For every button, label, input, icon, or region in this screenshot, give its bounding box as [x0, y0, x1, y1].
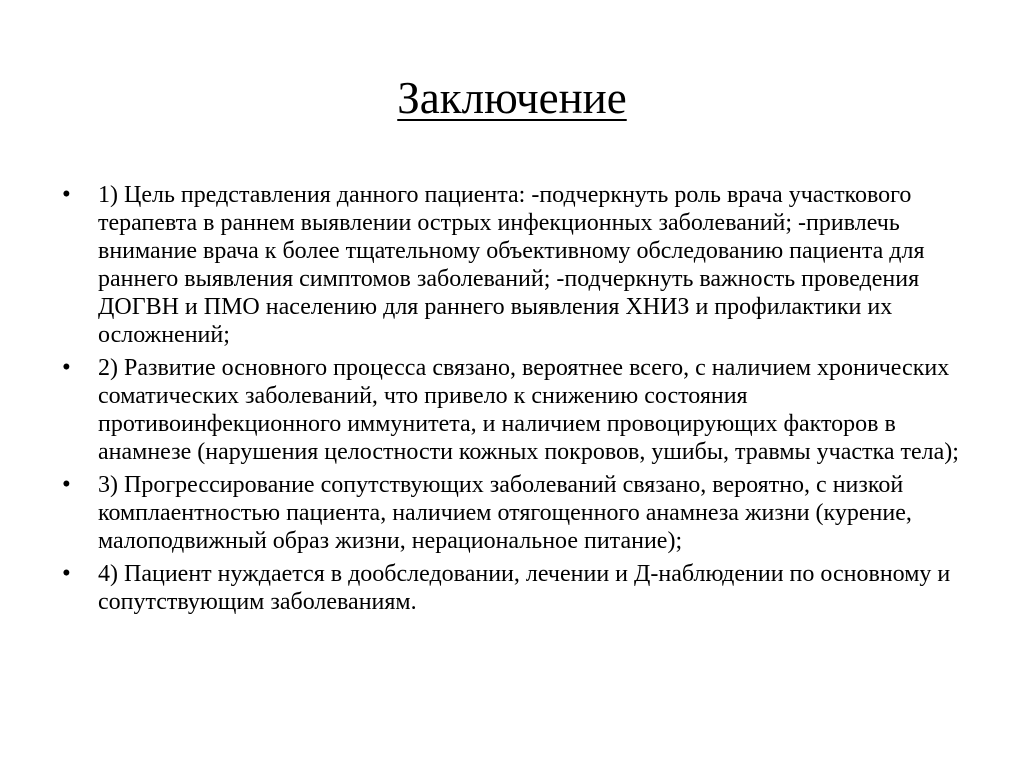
slide-title-text: Заключение	[397, 73, 627, 123]
bullet-icon: •	[62, 471, 71, 498]
bullet-text-2: 2) Развитие основного процесса связано, вероятнее всего, с наличием хронических соматических заболеваний, что привело к снижению состояния противоинфекционного иммунитета, и наличием провоцирующих факторов в анамнезе (нарушения целостности кожных покровов, ушибы, травмы участка тела);	[98, 355, 959, 465]
bullet-item-4	[62, 560, 977, 616]
bullet-icon: •	[62, 181, 71, 208]
bullet-text-3: 3) Прогрессирование сопутствующих заболеваний связано, вероятно, с низкой комплаентностью пациента, наличием отягощенного анамнеза жизни (курение, малоподвижный образ жизни, нерациональное питание);	[98, 472, 912, 554]
bullet-item-2	[62, 354, 977, 466]
bullet-icon: •	[62, 354, 71, 381]
bullet-text-4: 4) Пациент нуждается в дообследовании, лечении и Д-наблюдении по основному и сопутствующим заболеваниям.	[98, 561, 951, 615]
slide-title	[0, 68, 1024, 128]
bullet-icon: •	[62, 560, 71, 587]
conclusion-bullet-list	[62, 181, 977, 621]
bullet-text-1: 1) Цель представления данного пациента: -подчеркнуть роль врача участкового терапевта в раннем выявлении острых инфекционных заболеваний; -привлечь внимание врача к более тщательному объективному обследованию пациента для раннего выявления симптомов заболеваний; -подчеркнуть важность проведения ДОГВН и ПМО населению для раннего выявления ХНИЗ и профилактики их осложнений;	[98, 182, 925, 348]
bullet-item-3	[62, 471, 977, 555]
bullet-item-1	[62, 181, 977, 349]
